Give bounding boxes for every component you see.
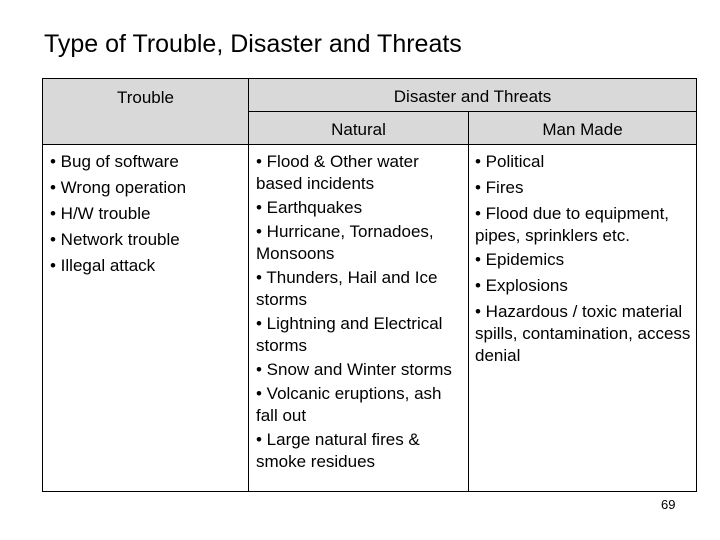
list-item: • Wrong operation bbox=[50, 178, 187, 197]
man-made-list bbox=[469, 145, 697, 492]
list-item: • Network trouble bbox=[50, 230, 180, 249]
header-natural: Natural bbox=[249, 112, 469, 145]
list-item: • Large natural fires & smoke residues bbox=[256, 430, 420, 471]
list-item: • Illegal attack bbox=[50, 256, 156, 275]
list-item: • Snow and Winter storms bbox=[256, 360, 452, 379]
list-item: • Political bbox=[475, 152, 545, 171]
threats-table bbox=[42, 78, 697, 492]
trouble-list bbox=[43, 145, 249, 492]
natural-list bbox=[249, 145, 469, 492]
list-item: • Hazardous / toxic material spills, contamination, access denial bbox=[475, 302, 691, 365]
list-item: • Explosions bbox=[475, 276, 568, 295]
list-item: • Earthquakes bbox=[256, 198, 363, 217]
list-item: • Flood & Other water based incidents bbox=[256, 152, 419, 193]
list-item: • Hurricane, Tornadoes, Monsoons bbox=[256, 222, 434, 263]
list-item: • Flood due to equipment, pipes, sprinklers etc. bbox=[475, 204, 670, 245]
list-item: • Volcanic eruptions, ash fall out bbox=[256, 384, 442, 425]
list-item: • H/W trouble bbox=[50, 204, 151, 223]
header-disaster-threats: Disaster and Threats bbox=[249, 79, 697, 112]
list-item: • Fires bbox=[475, 178, 524, 197]
list-item: • Epidemics bbox=[475, 250, 565, 269]
header-trouble: Trouble bbox=[43, 79, 249, 145]
header-man-made: Man Made bbox=[469, 112, 697, 145]
list-item: • Bug of software bbox=[50, 152, 179, 171]
slide-title: Type of Trouble, Disaster and Threats bbox=[44, 30, 462, 58]
list-item: • Lightning and Electrical storms bbox=[256, 314, 443, 355]
list-item: • Thunders, Hail and Ice storms bbox=[256, 268, 438, 309]
page-number: 69 bbox=[661, 497, 676, 512]
